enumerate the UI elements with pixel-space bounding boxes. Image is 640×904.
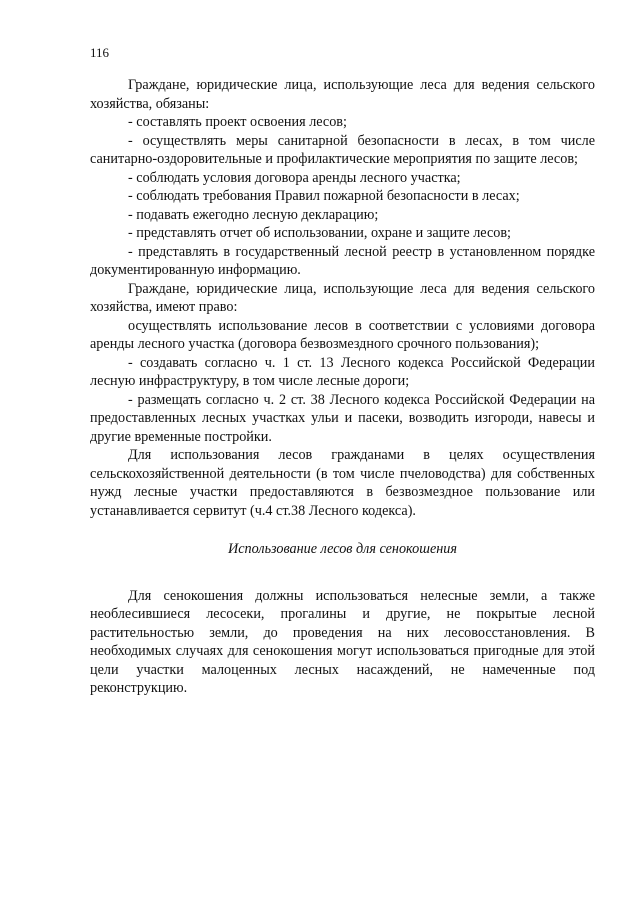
right-item: - создавать согласно ч. 1 ст. 13 Лесного кодекса Российской Федерации лесную инфраструктуру, в том числе лесные дороги; <box>90 354 595 389</box>
section-heading-haymaking: Использование лесов для сенокошения <box>228 541 457 557</box>
page-number: 116 <box>90 45 110 60</box>
document-body <box>90 76 595 698</box>
obligation-item: - представлять отчет об использовании, охране и защите лесов; <box>128 225 511 241</box>
obligation-item: - составлять проект освоения лесов; <box>128 114 347 130</box>
obligation-item: - осуществлять меры санитарной безопасности в лесах, в том числе санитарно-оздоровительные и профилактические мероприятия по защите лесов; <box>90 132 595 167</box>
haymaking-paragraph: Для сенокошения должны использоваться нелесные земли, а также необлесившиеся лесосеки, прогалины и другие, не покрытые лесной растительностью земли, до проведения на них лесовосстановления. В необходимых случаях для сенокошения могут использоваться пригодные для этой цели участки малоценных лесных насаждений, не намеченные под реконструкцию. <box>90 587 595 696</box>
right-item: осуществлять использование лесов в соответствии с условиями договора аренды лесного участка (договора безвозмездного срочного пользования); <box>90 317 595 352</box>
obligation-item: - соблюдать условия договора аренды лесного участка; <box>128 169 461 186</box>
obligation-item: - соблюдать требования Правил пожарной безопасности в лесах; <box>128 188 520 204</box>
obligations-intro: Граждане, юридические лица, использующие леса для ведения сельского хозяйства, обязаны: <box>90 77 595 112</box>
rights-intro: Граждане, юридические лица, использующие леса для ведения сельского хозяйства, имеют право: <box>90 280 595 315</box>
obligation-item: - подавать ежегодно лесную декларацию; <box>128 206 379 223</box>
obligation-item: - представлять в государственный лесной реестр в установленном порядке документированную информацию. <box>90 243 595 278</box>
right-item: - размещать согласно ч. 2 ст. 38 Лесного кодекса Российской Федерации на предоставленных лесных участках ульи и пасеки, возводить изгороди, навесы и другие временные постройки. <box>90 391 595 445</box>
rights-closing-paragraph: Для использования лесов гражданами в целях осуществления сельскохозяйственной деятельности (в том числе пчеловодства) для собственных нужд лесные участки предоставляются в безвозмездное пользование или устанавливается сервитут (ч.4 ст.38 Лесного кодекса). <box>90 447 595 519</box>
